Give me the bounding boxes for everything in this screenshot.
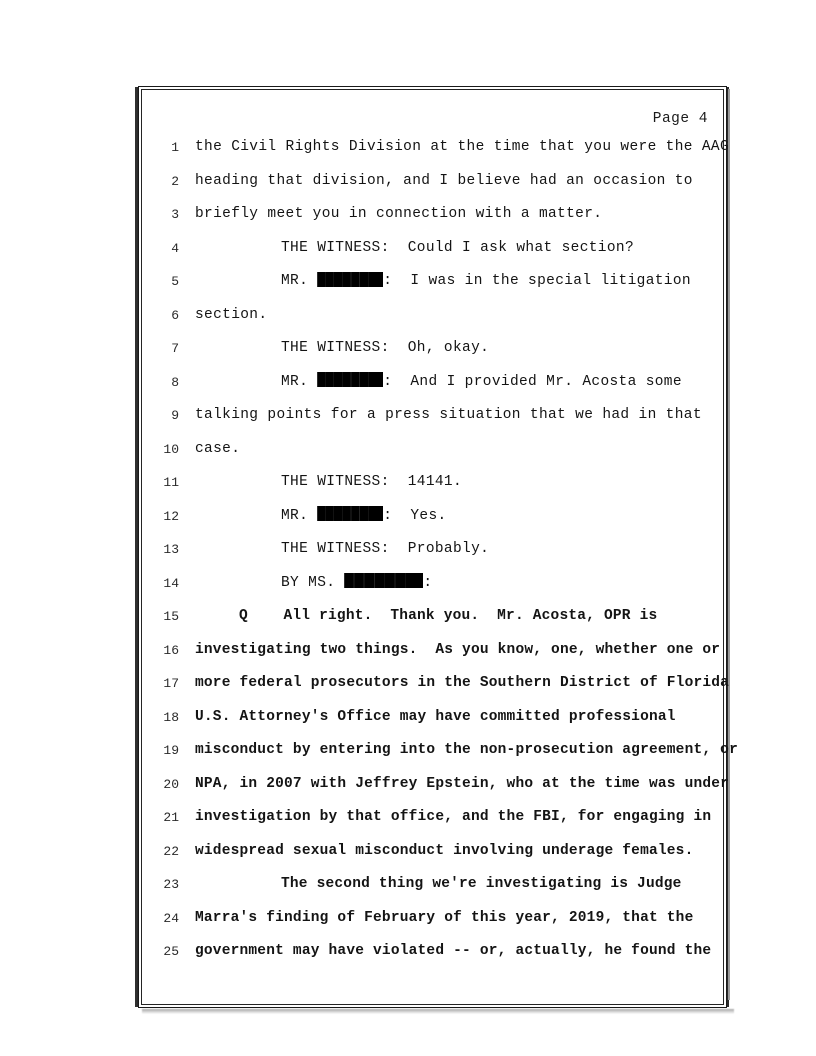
line-number: 3 <box>171 207 179 222</box>
line-text: more federal prosecutors in the Southern District of Florida <box>195 675 730 691</box>
transcript-line-list <box>139 131 738 969</box>
transcript-line <box>139 701 726 735</box>
transcript-line <box>139 935 726 969</box>
redaction-bar <box>344 573 423 588</box>
line-text: investigation by that office, and the FBI, for engaging in <box>195 809 712 825</box>
line-number: 22 <box>163 843 179 859</box>
transcript-line <box>139 299 726 333</box>
line-number: 2 <box>171 173 179 189</box>
line-text-after-redaction: : I was in the special litigation <box>383 273 691 289</box>
line-number: 20 <box>163 776 179 792</box>
line-text-after-redaction: : Yes. <box>383 507 447 524</box>
transcript-line <box>139 868 726 902</box>
transcript-line <box>139 768 730 802</box>
transcript-line <box>139 634 726 668</box>
speaker-prefix: MR. <box>281 507 318 524</box>
transcript-line <box>139 232 726 266</box>
page-number-header: Page 4 <box>652 111 708 127</box>
line-number: 14 <box>163 575 179 591</box>
transcript-line <box>139 265 726 299</box>
line-text: The second thing we're investigating is Judge <box>281 876 682 892</box>
line-text: widespread sexual misconduct involving underage females. <box>195 842 694 859</box>
transcript-line <box>139 533 726 567</box>
page-right-rule <box>728 89 730 1000</box>
transcript-line <box>139 332 726 366</box>
page-left-rule <box>135 87 137 1007</box>
line-text: THE WITNESS: Probably. <box>281 541 490 557</box>
line-text <box>281 366 682 400</box>
transcript-line <box>139 600 726 634</box>
transcript-line <box>139 902 726 936</box>
line-text: misconduct by entering into the non-prosecution agreement, or <box>195 742 738 758</box>
transcript-line <box>139 165 726 199</box>
transcript-page-frame <box>138 86 738 1008</box>
transcript-line <box>139 466 726 500</box>
line-number: 16 <box>163 642 179 658</box>
line-number: 18 <box>163 709 179 725</box>
line-text: heading that division, and I believe had an occasion to <box>195 172 693 189</box>
line-number: 7 <box>171 341 179 356</box>
line-text: talking points for a press situation that we had in that <box>195 407 702 423</box>
line-text: Q All right. Thank you. Mr. Acosta, OPR is <box>239 608 658 624</box>
line-text: THE WITNESS: 14141. <box>281 474 463 490</box>
page-drop-shadow <box>142 1009 734 1014</box>
line-text: case. <box>195 440 241 457</box>
transcript-line <box>139 399 726 433</box>
redaction-bar <box>317 372 383 387</box>
transcript-line <box>139 667 730 701</box>
line-text: THE WITNESS: Could I ask what section? <box>281 239 635 256</box>
line-number: 1 <box>171 140 179 155</box>
line-number: 4 <box>171 240 179 256</box>
line-number: 9 <box>171 408 179 423</box>
line-number: 6 <box>171 307 179 323</box>
redaction-bar <box>317 506 383 521</box>
redaction-bar <box>317 272 383 287</box>
speaker-prefix: MR. <box>281 273 318 289</box>
line-text <box>281 567 432 601</box>
line-number: 5 <box>171 274 179 289</box>
line-text-after-redaction: : <box>423 574 433 591</box>
speaker-prefix: BY MS. <box>281 574 345 591</box>
line-text: government may have violated -- or, actually, he found the <box>195 943 712 959</box>
transcript-line <box>139 801 726 835</box>
line-number: 15 <box>163 609 179 624</box>
transcript-line <box>139 500 726 534</box>
line-number: 24 <box>163 910 179 926</box>
line-number: 23 <box>163 877 179 892</box>
transcript-line <box>139 131 730 165</box>
line-text: the Civil Rights Division at the time that you were the AAG <box>195 139 730 155</box>
transcript-line <box>139 567 726 601</box>
transcript-line <box>139 433 726 467</box>
line-text <box>281 500 447 534</box>
speaker-prefix: MR. <box>281 373 318 390</box>
line-text: NPA, in 2007 with Jeffrey Epstein, who at the time was under <box>195 775 730 792</box>
line-text-after-redaction: : And I provided Mr. Acosta some <box>383 373 682 390</box>
line-number: 11 <box>163 475 179 490</box>
line-text: section. <box>195 306 268 323</box>
line-number: 21 <box>163 810 179 825</box>
line-text <box>281 265 691 299</box>
line-text: THE WITNESS: Oh, okay. <box>281 340 490 356</box>
line-text: briefly meet you in connection with a matter. <box>195 206 603 222</box>
line-number: 17 <box>163 676 179 691</box>
line-number: 8 <box>171 374 179 390</box>
line-text: investigating two things. As you know, one, whether one or <box>195 641 721 658</box>
transcript-line <box>139 734 738 768</box>
transcript-line <box>139 366 726 400</box>
transcript-line <box>139 835 726 869</box>
line-number: 19 <box>163 743 179 758</box>
line-number: 13 <box>163 542 179 557</box>
line-text: U.S. Attorney's Office may have committed professional <box>195 708 676 725</box>
line-number: 10 <box>163 441 179 457</box>
transcript-line <box>139 198 726 232</box>
line-text: Marra's finding of February of this year, 2019, that the <box>195 909 694 926</box>
line-number: 25 <box>163 944 179 959</box>
line-number: 12 <box>163 508 179 524</box>
